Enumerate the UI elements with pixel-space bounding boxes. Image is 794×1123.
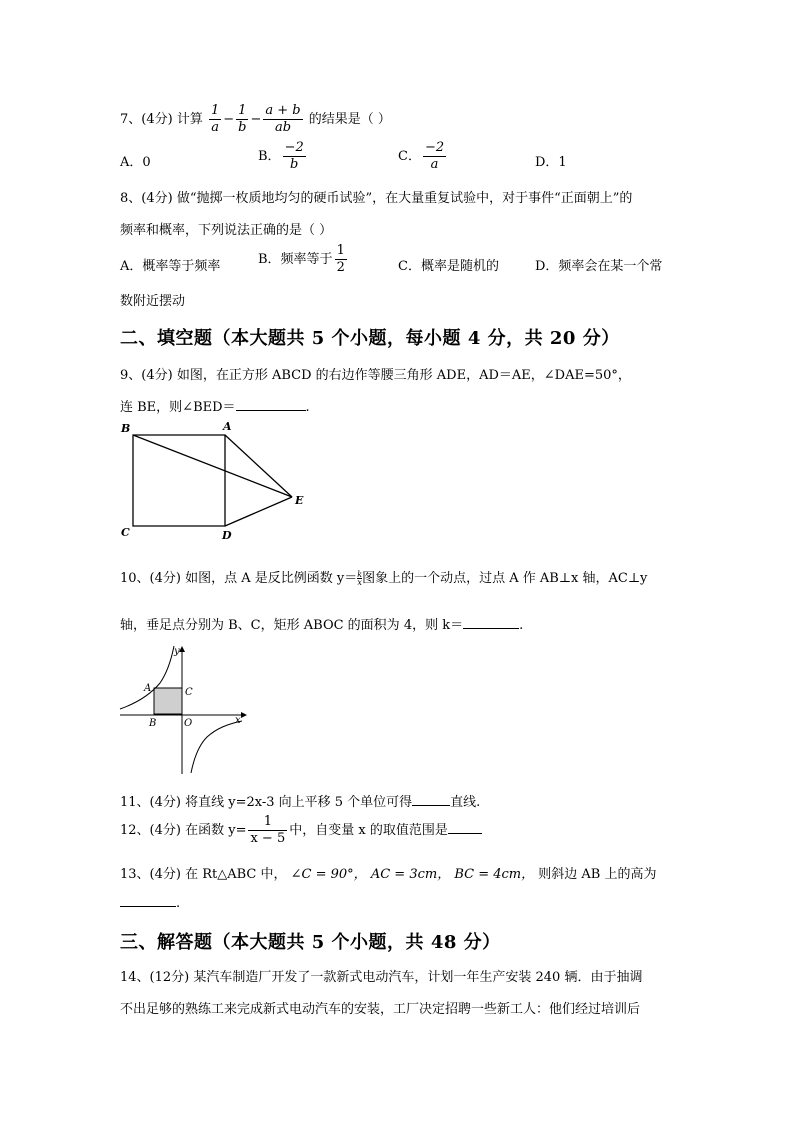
q8-option-d-continued: 数附近摆动 [120, 294, 186, 309]
q13-condition-bc: BC = 4cm， [454, 867, 535, 882]
q9-line-1: 9、(4分) 如图，在正方形 ABCD 的右边作等腰三角形 ADE，AD＝AE，∠DAE=50°， [120, 368, 631, 383]
q12-den: x − 5 [250, 831, 286, 846]
q10-line-2 [120, 614, 523, 633]
q7-frac3-den: ab [263, 119, 302, 136]
q9-square-abcd [133, 435, 225, 526]
q11-answer-blank[interactable] [412, 793, 450, 806]
q10-answer-blank[interactable] [463, 616, 519, 629]
q10-line-2-prefix: 轴，垂足点分别为 B、C，矩形 ABOC 的面积为 4，则 k＝ [120, 618, 464, 633]
q10-hyperbola-branch-right [191, 721, 242, 773]
q10-line-1-suffix: 图象上的一个动点，过点 A 作 AB⊥x 轴，AC⊥y [362, 571, 648, 586]
q7-fraction-3 [263, 103, 302, 136]
q10-label-c: C [185, 687, 193, 698]
q9-segment-de [225, 497, 292, 526]
q10-hyperbola-figure [115, 643, 255, 776]
q9-label-e: E [295, 494, 304, 507]
q12-line [120, 814, 482, 847]
q7-frac1-den: a [209, 119, 221, 136]
q7-opt-b-den: b [283, 156, 306, 173]
q12-answer-blank[interactable] [448, 821, 482, 834]
q7-opt-b-num: −2 [284, 140, 304, 155]
q7-option-c-fraction [423, 140, 446, 173]
q7-option-c [398, 140, 448, 173]
q13-suffix: 则斜边 AB 上的高为 [538, 867, 657, 882]
q11-suffix: 直线. [450, 795, 481, 810]
q10-k-den: x [357, 578, 362, 587]
q9-line-2 [120, 396, 310, 415]
q7-fraction-1 [209, 103, 221, 136]
q7-stem-suffix: 的结果是（ ） [308, 112, 391, 127]
q9-answer-blank[interactable] [236, 398, 306, 411]
q8-option-b-label: B．频率等于 [258, 252, 333, 267]
q13-answer-blank[interactable] [120, 894, 176, 907]
q8-option-d: D．频率会在某一个常 [535, 259, 663, 274]
q10-line-1 [120, 567, 647, 586]
q10-label-b: B [149, 718, 157, 729]
q7-option-b-fraction [283, 140, 306, 173]
q13-condition-angle: ∠C = 90°， [290, 867, 367, 882]
q7-minus-2: − [250, 112, 262, 127]
q7-option-b [258, 140, 308, 173]
q9-line-2-prefix: 连 BE，则∠BED＝ [120, 400, 236, 415]
q13-line-1 [120, 863, 656, 882]
q7-fraction-2 [236, 103, 248, 136]
q9-line-2-suffix: . [305, 400, 310, 415]
q10-line-1-prefix: 10、(4分) 如图，点 A 是反比例函数 y＝ [120, 571, 358, 586]
q7-opt-c-num: −2 [424, 140, 445, 155]
q7-frac3-num: a + b [265, 103, 301, 118]
q12-num: 1 [263, 814, 272, 829]
q13-line-2-suffix: . [176, 896, 181, 911]
q12-suffix: 中，自变量 x 的取值范围是 [289, 823, 448, 838]
q10-label-a: A [144, 683, 152, 694]
q14-line-1: 14、(12分) 某汽车制造厂开发了一款新式电动汽车，计划一年生产安装 240 辆．由于抽调 [120, 970, 643, 985]
q9-label-c: C [121, 526, 130, 539]
q11-prefix: 11、(4分) 将直线 y=2x-3 向上平移 5 个单位可得 [120, 795, 413, 810]
section-3-title: 三、解答题（本大题共 5 个小题，共 48 分） [120, 932, 501, 953]
q8-line-2: 频率和概率，下列说法正确的是（ ） [120, 223, 333, 238]
q10-rectangle-aboc [154, 688, 182, 714]
q7-option-b-label: B． [258, 149, 281, 164]
q7-option-d: D．1 [535, 155, 567, 170]
q8-option-b [258, 243, 349, 276]
q10-k-num: k [357, 570, 363, 579]
q10-label-x: x [235, 715, 241, 726]
q12-prefix: 12、(4分) 在函数 y= [120, 823, 247, 838]
q8-line-1: 8、(4分) 做“抛掷一枚质地均匀的硬币试验”，在大量重复试验中，对于事件“正面朝上”的 [120, 191, 633, 206]
q7-minus-1: − [223, 112, 235, 127]
q9-label-a: A [223, 420, 232, 433]
q7-option-a: A．0 [120, 155, 151, 170]
q12-fraction [248, 814, 287, 847]
q9-segment-ae [225, 435, 292, 497]
q7-frac2-den: b [238, 120, 247, 135]
q8-opt-b-den: 2 [336, 260, 345, 275]
q11-line [120, 791, 480, 810]
q10-label-o: O [184, 718, 193, 729]
q8-option-a: A．概率等于频率 [120, 259, 221, 274]
q13-line-2 [120, 894, 180, 911]
q8-option-b-fraction [335, 243, 347, 276]
q9-label-d: D [222, 529, 232, 542]
q7-stem [120, 103, 391, 136]
q13-condition-ac: AC = 3cm， [370, 867, 451, 882]
q7-option-c-label: C． [398, 149, 421, 164]
q7-frac2-num: 1 [238, 103, 247, 118]
q8-option-c: C．概率是随机的 [398, 259, 499, 274]
q9-square-triangle-figure [115, 418, 315, 543]
q14-line-2: 不出足够的熟练工来完成新式电动汽车的安装，工厂决定招聘一些新工人：他们经过培训后 [120, 1002, 641, 1017]
q13-prefix: 13、(4分) 在 Rt△ABC 中， [120, 867, 287, 882]
section-2-title: 二、填空题（本大题共 5 个小题，每小题 4 分，共 20 分） [120, 328, 620, 349]
q10-label-y: y [174, 646, 180, 657]
q10-line-2-suffix: . [519, 618, 524, 633]
q9-label-b: B [121, 422, 131, 435]
q7-frac1-num: 1 [210, 103, 220, 118]
q7-opt-c-den: a [423, 156, 446, 173]
q9-segment-be [133, 435, 292, 497]
q7-stem-prefix: 7、(4分) 计算 [120, 112, 203, 127]
q8-opt-b-num: 1 [336, 243, 345, 258]
